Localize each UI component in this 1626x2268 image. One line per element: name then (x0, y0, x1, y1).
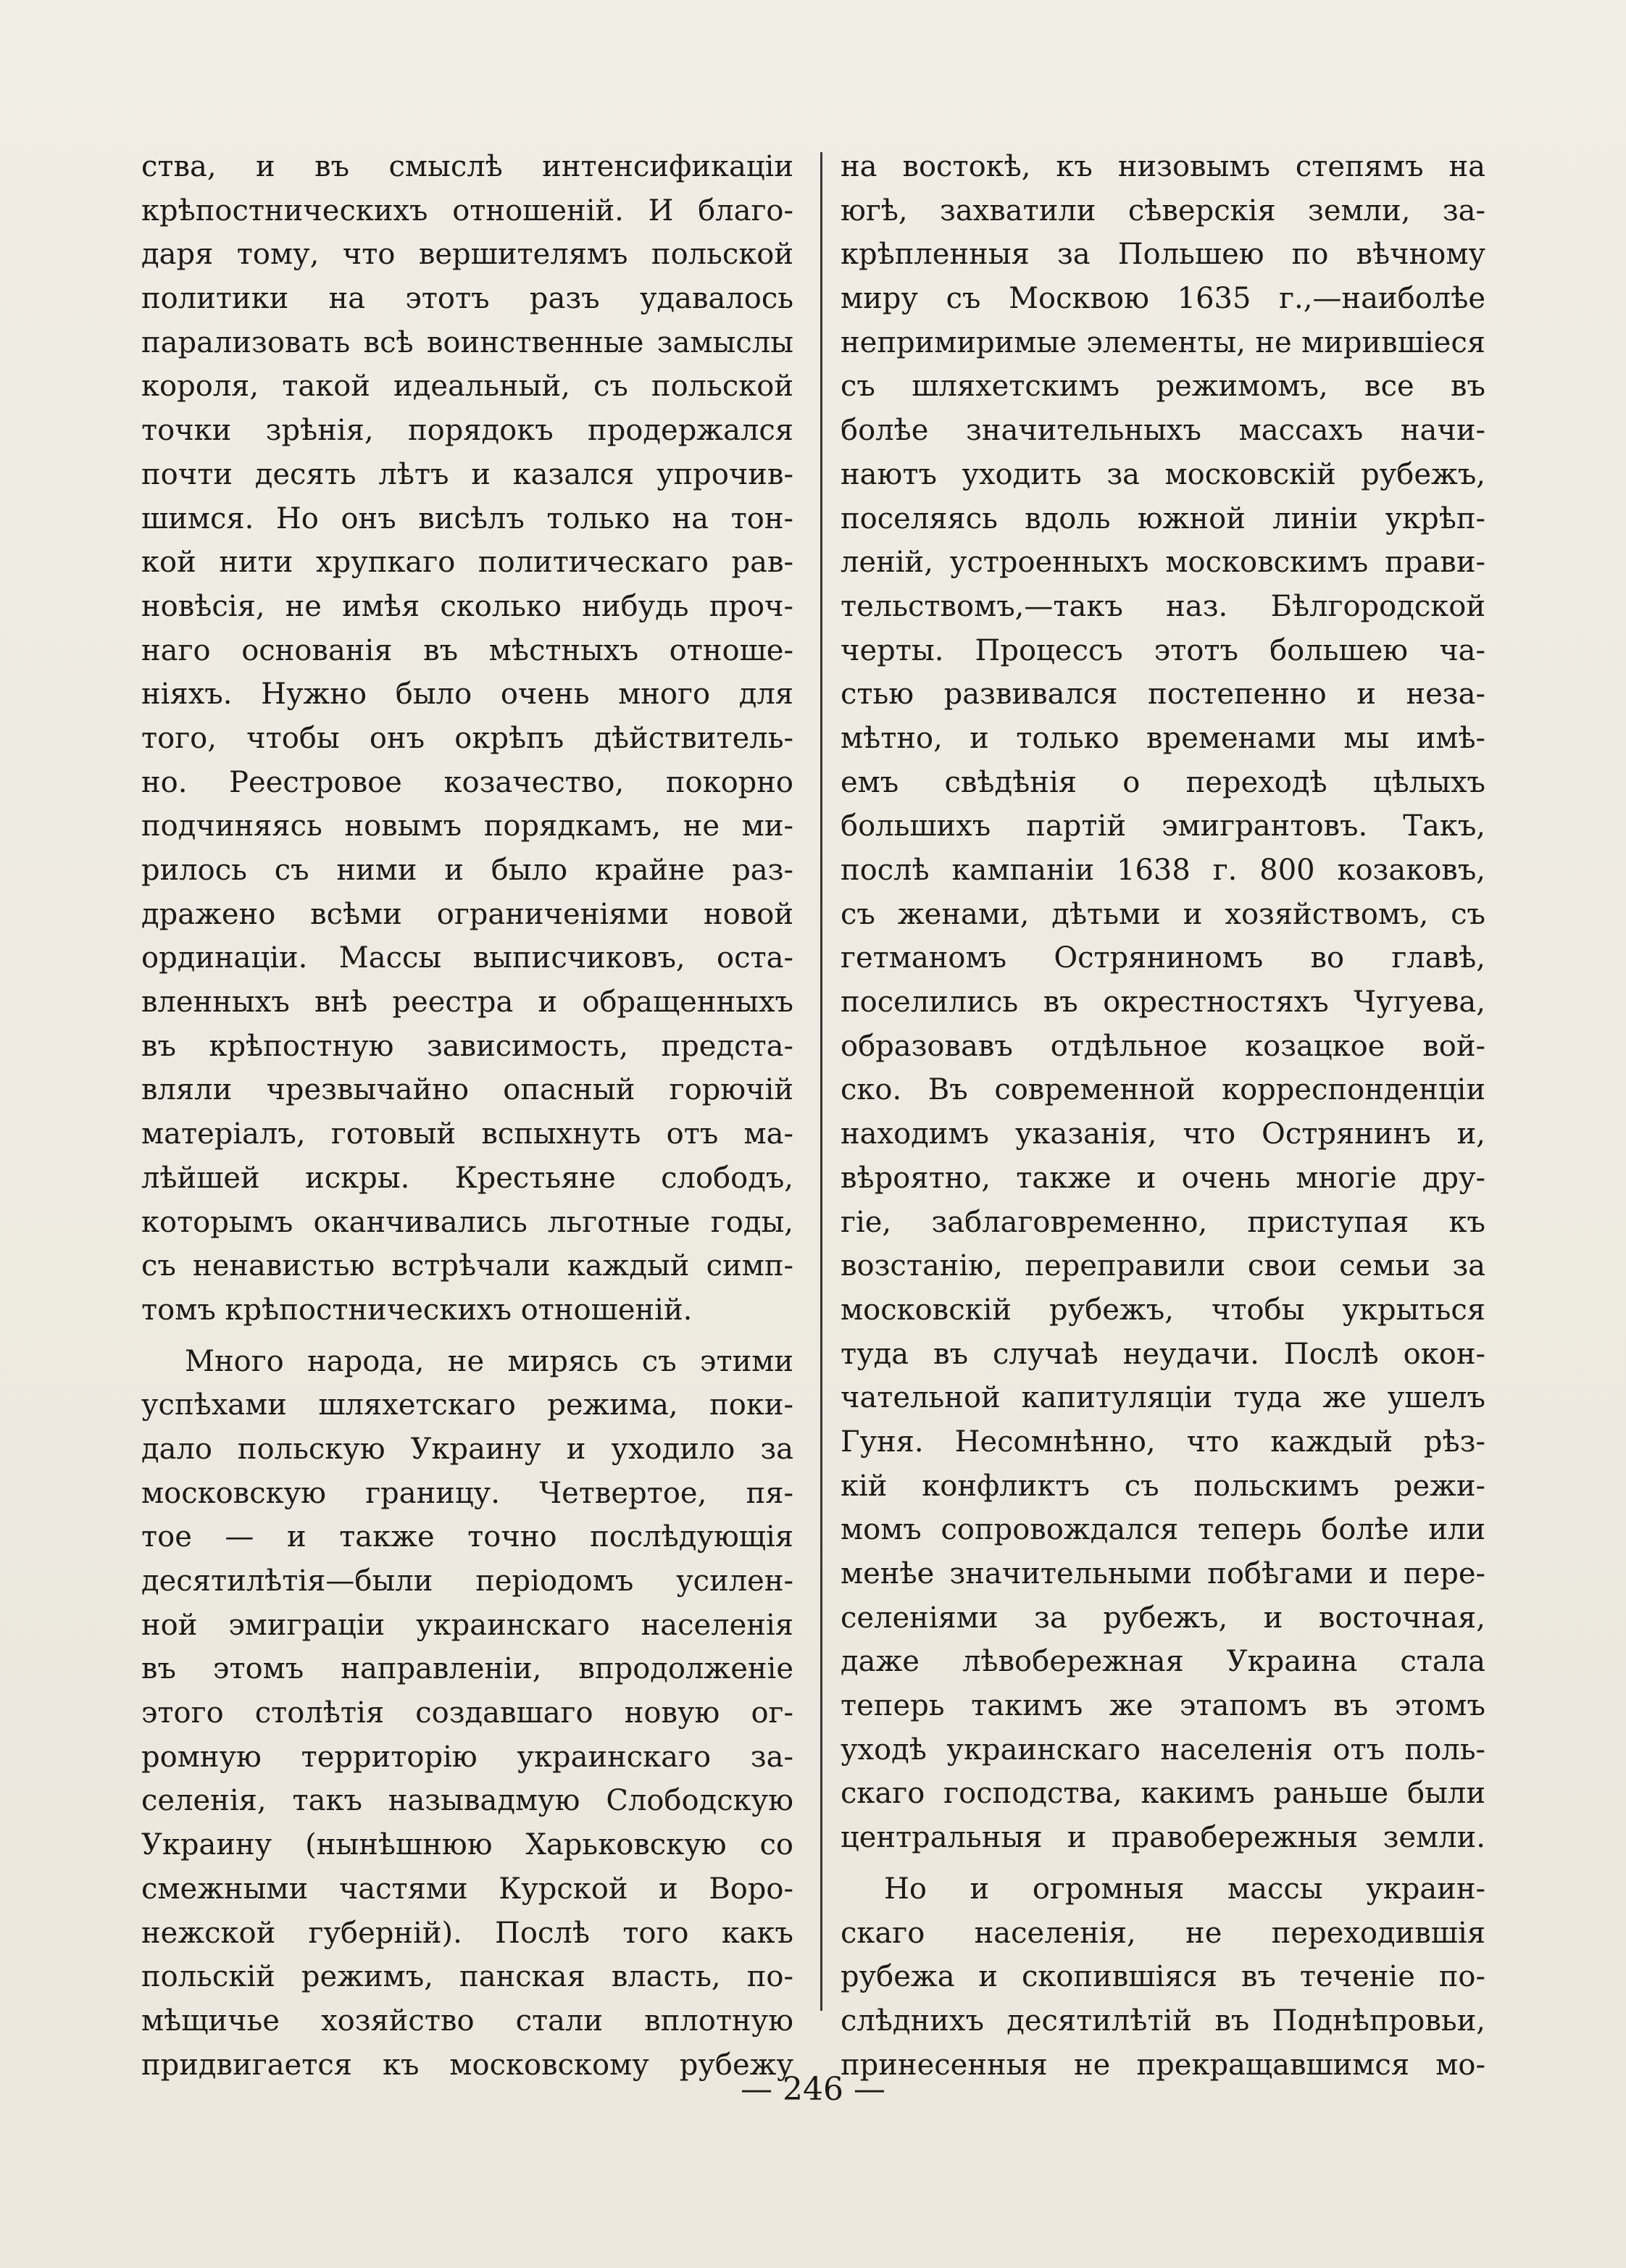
text-line: находимъ указанія, что Острянинъ и, (841, 1117, 1485, 1151)
text-line: даря тому, что вершителямъ польской (141, 238, 793, 272)
text-line: образовавъ отдѣльное козацкое вой- (841, 1029, 1485, 1063)
text-line: этого столѣтія создавшаго новую ог- (141, 1696, 793, 1730)
text-line: московскую границу. Четвертое, пя- (141, 1476, 793, 1510)
text-line: леній, устроенныхъ московскимъ прави- (841, 546, 1485, 580)
left-text-column (141, 145, 793, 2087)
text-line: десятилѣтія—были періодомъ усилен- (141, 1564, 793, 1598)
text-line: съ женами, дѣтьми и хозяйствомъ, съ (841, 897, 1485, 931)
text-line: тельствомъ,—такъ наз. Бѣлгородской (841, 589, 1485, 623)
text-line: вѣроятно, также и очень многіе дру- (841, 1161, 1485, 1195)
text-line: послѣ кампаніи 1638 г. 800 козаковъ, (841, 854, 1485, 887)
text-line: большихъ партій эмигрантовъ. Такъ, (841, 809, 1485, 843)
text-line: чательной капитуляціи туда же ушелъ (841, 1381, 1485, 1415)
paragraph-gap (841, 1860, 1485, 1867)
text-line: ной эмиграціи украинскаго населенія (141, 1608, 793, 1642)
text-line: матеріалъ, готовый вспыхнуть отъ ма- (141, 1117, 793, 1151)
text-line: рубежа и скопившіяся въ теченіе по- (841, 1960, 1485, 1994)
text-line: ства, и въ смыслѣ интенсификаціи (141, 150, 793, 183)
text-line: съ ненавистью встрѣчали каждый симп- (141, 1249, 793, 1283)
text-line: крѣпостническихъ отношеній. И благо- (141, 193, 793, 228)
text-line: томъ крѣпостническихъ отношеній. (141, 1293, 693, 1327)
text-line: наютъ уходить за московскій рубежъ, (841, 457, 1485, 491)
text-line: крѣпленныя за Польшею по вѣчному (841, 238, 1485, 272)
text-line: югѣ, захватили сѣверскія земли, за- (841, 193, 1485, 228)
text-line: вляли чрезвычайно опасный горючій (141, 1073, 793, 1107)
text-line: селенія, такъ называдмую Слободскую (141, 1784, 793, 1818)
text-line: въ этомъ направленіи, впродолженіе (141, 1652, 793, 1686)
text-line: но. Реестровое козачество, покорно (141, 765, 793, 799)
text-line: миру съ Москвою 1635 г.,—наиболѣе (841, 282, 1485, 316)
paragraph-gap (141, 1333, 793, 1340)
text-line: почти десять лѣтъ и казался упрочив- (141, 457, 793, 491)
text-line: непримиримые элементы, не мирившіеся (841, 325, 1485, 359)
text-line: успѣхами шляхетскаго режима, поки- (141, 1388, 793, 1422)
text-line: московскій рубежъ, чтобы укрыться (841, 1293, 1485, 1327)
text-line: точки зрѣнія, порядокъ продержался (141, 414, 793, 448)
text-line: поселились въ окрестностяхъ Чугуева, (841, 985, 1485, 1020)
text-line: стью развивался постепенно и неза- (841, 678, 1485, 712)
text-line: смежными частями Курской и Воро- (141, 1872, 793, 1906)
text-line: тое — и также точно послѣдующія (141, 1520, 793, 1554)
text-line: политики на этотъ разъ удавалось (141, 282, 793, 316)
text-line: мѣтно, и только временами мы имѣ- (841, 721, 1485, 755)
text-line: менѣе значительными побѣгами и пере- (841, 1557, 1485, 1590)
text-line: съ шляхетскимъ режимомъ, все въ (841, 370, 1485, 404)
text-line: возстанію, переправили свои семьи за (841, 1249, 1485, 1283)
text-line: нежской губерній). Послѣ того какъ (141, 1916, 793, 1950)
text-line: въ крѣпостную зависимость, предста- (141, 1029, 793, 1063)
text-line: Но и огромныя массы украин- (884, 1872, 1485, 1906)
text-line: Много народа, не мирясь съ этими (185, 1344, 793, 1378)
text-line: гіе, заблаговременно, приступая къ (841, 1205, 1485, 1239)
text-line: гетманомъ Остряниномъ во главѣ, (841, 941, 1485, 975)
text-line: лѣйшей искры. Крестьяне слободъ, (141, 1161, 793, 1195)
text-line: того, чтобы онъ окрѣпъ дѣйствитель- (141, 721, 793, 755)
text-line: черты. Процессъ этотъ большею ча- (841, 633, 1485, 667)
text-line: скаго населенія, не переходившія (841, 1916, 1485, 1950)
text-line: момъ сопровождался теперь болѣе или (841, 1513, 1485, 1547)
text-line: наго основанія въ мѣстныхъ отноше- (141, 633, 793, 667)
text-line: Гуня. Несомнѣнно, что каждый рѣз- (841, 1425, 1485, 1459)
text-line: уходѣ украинскаго населенія отъ поль- (841, 1733, 1485, 1767)
text-line: емъ свѣдѣнія о переходѣ цѣлыхъ (841, 765, 1485, 799)
column-divider-rule (820, 152, 822, 2011)
text-line: подчиняясь новымъ порядкамъ, не ми- (141, 809, 793, 843)
text-line: парализовать всѣ воинственные замыслы (141, 325, 793, 359)
text-line: кой нити хрупкаго политическаго рав- (141, 546, 793, 580)
text-line: теперь такимъ же этапомъ въ этомъ (841, 1689, 1485, 1723)
text-line: принесенныя не прекращавшимся мо- (841, 2048, 1485, 2082)
text-line: придвигается къ московскому рубежу (141, 2048, 793, 2082)
text-line: поселяясь вдоль южной линіи укрѣп- (841, 501, 1485, 535)
page-number: — 246 — (741, 2071, 885, 2108)
text-line: Украину (нынѣшнюю Харьковскую со (141, 1828, 793, 1862)
text-line: ніяхъ. Нужно было очень много для (141, 678, 793, 712)
text-line: кій конфликтъ съ польскимъ режи- (841, 1469, 1485, 1503)
text-line: ско. Въ современной корреспонденціи (841, 1073, 1485, 1107)
text-line: новѣсія, не имѣя сколько нибудь проч- (141, 589, 793, 623)
text-line: дало польскую Украину и уходило за (141, 1432, 793, 1466)
text-line: рилось съ ними и было крайне раз- (141, 854, 793, 887)
text-line: короля, такой идеальный, съ польской (141, 370, 793, 404)
text-line: селеніями за рубежъ, и восточная, (841, 1601, 1485, 1635)
text-line: центральныя и правобережныя земли. (841, 1821, 1485, 1855)
text-line: туда въ случаѣ неудачи. Послѣ окон- (841, 1337, 1485, 1371)
text-line: скаго господства, какимъ раньше были (841, 1777, 1485, 1811)
text-line: мѣщичье хозяйство стали вплотную (141, 2004, 793, 2038)
text-line: на востокѣ, къ низовымъ степямъ на (841, 150, 1485, 183)
text-line: шимся. Но онъ висѣлъ только на тон- (141, 501, 793, 535)
text-line: польскій режимъ, панская власть, по- (141, 1960, 793, 1994)
text-line: болѣе значительныхъ массахъ начи- (841, 414, 1485, 448)
text-line: которымъ оканчивались льготные годы, (141, 1205, 793, 1239)
text-line: ординаціи. Массы выписчиковъ, оста- (141, 941, 793, 975)
right-text-column (841, 145, 1485, 2087)
text-line: ромную территорію украинскаго за- (141, 1740, 793, 1774)
text-line: вленныхъ внѣ реестра и обращенныхъ (141, 985, 793, 1020)
text-line: даже лѣвобережная Украина стала (841, 1645, 1485, 1679)
text-line: дражено всѣми ограниченіями новой (141, 897, 793, 931)
text-line: слѣднихъ десятилѣтій въ Поднѣпровьи, (841, 2004, 1485, 2038)
